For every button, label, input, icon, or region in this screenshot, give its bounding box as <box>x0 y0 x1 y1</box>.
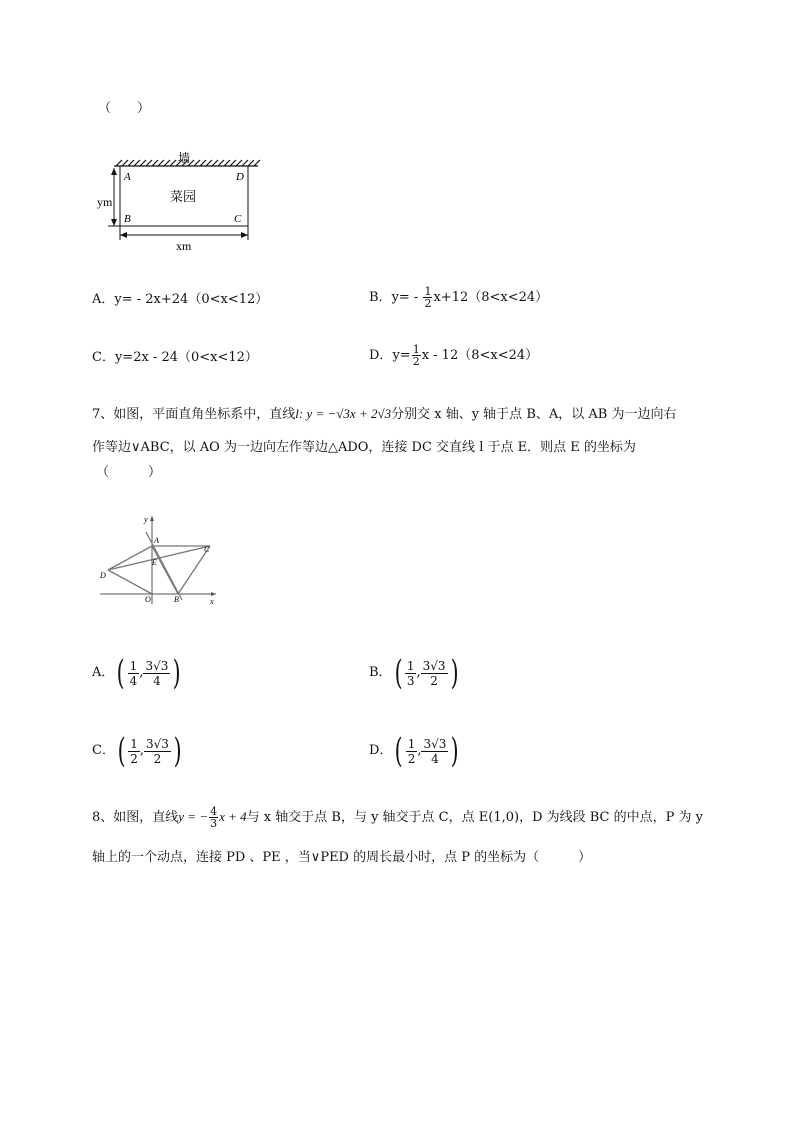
option-expression-pre: y= - <box>391 290 423 305</box>
option-letter: A． <box>92 665 115 680</box>
q7-answer-blank: （ ） <box>96 465 162 480</box>
q6-option-a[interactable] <box>92 291 268 309</box>
y-axis-label: y <box>144 515 148 524</box>
point-O-label: O <box>145 595 151 604</box>
option-expression: y=2x - 24（0<x<12） <box>114 350 258 365</box>
q6-answer-blank: （ ） <box>98 101 151 116</box>
segment-DO <box>108 570 152 594</box>
segment-AD <box>108 546 152 570</box>
q7-option-c[interactable]: C． ( 1 2 , 3√3 2 ) <box>92 731 182 771</box>
option-letter: C． <box>92 350 115 365</box>
segment-DC <box>108 546 210 570</box>
q6-option-b[interactable] <box>369 286 548 309</box>
q8-stem-line2: 轴上的一个动点，连接 PD 、PE ，当∨PED 的周长最小时，点 P 的坐标为（ ） <box>92 850 592 865</box>
point-B-label: B <box>174 595 179 604</box>
fraction: $\frac{1}{2}$ <box>412 343 420 368</box>
segment-AB <box>152 546 178 594</box>
x-dimension-label: xm <box>176 239 192 253</box>
point-E-label: E <box>152 558 157 567</box>
equation: l: y = −√3x + 2√3 <box>295 406 392 421</box>
point-C-label: C <box>234 213 242 225</box>
fraction: $\frac{1}{2}$ <box>424 285 432 310</box>
q7-option-d[interactable]: D． ( 1 2 , 3√3 4 ) <box>369 731 460 771</box>
option-letter: D． <box>369 348 393 363</box>
option-letter: B． <box>369 665 392 680</box>
wall-label: 墙 <box>178 151 191 165</box>
option-letter: C． <box>92 743 115 758</box>
q8-stem-line1: 8、如图，直线y = − $\frac{4}{3}$ x + 4与 x 轴交于点 B，与 y 轴交于点 C，点 E(1,0)，D 为线段 BC 的中点，P 为 y <box>92 805 703 830</box>
q6-option-c[interactable] <box>92 349 258 367</box>
garden-label: 菜园 <box>170 190 197 205</box>
q7-coordinate-figure <box>92 512 222 608</box>
y-dimension-label: ym <box>97 195 113 209</box>
option-expression-post: x - 12（8<x<24） <box>421 348 539 363</box>
point-A-label: A <box>154 536 159 545</box>
option-expression: y= - 2x+24（0<x<12） <box>114 292 269 307</box>
option-letter: A． <box>92 292 115 307</box>
q7-option-a[interactable]: A． ( 1 4 , 3√3 4 ) <box>92 653 181 693</box>
point-A-label: A <box>124 171 131 183</box>
option-expression-post: x+12（8<x<24） <box>433 290 549 305</box>
option-letter: B． <box>369 290 392 305</box>
x-axis-label: x <box>210 597 214 606</box>
q7-stem-line2: 作等边∨ABC，以 AO 为一边向左作等边△ADO，连接 DC 交直线 l 于点 E．则点 E 的坐标为 <box>92 440 636 455</box>
option-letter: D． <box>369 743 393 758</box>
q7-stem-line1: 7、如图，平面直角坐标系中，直线l: y = −√3x + 2√3分别交 x 轴、y 轴于点 B、A，以 AB 为一边向右 <box>92 406 677 422</box>
option-expression-pre: y= <box>392 348 411 363</box>
point-D-label: D <box>236 171 244 183</box>
point-B-label: B <box>124 213 131 225</box>
point-D-label: D <box>100 571 106 580</box>
equation-fraction: $\frac{4}{3}$ <box>210 805 218 830</box>
q6-option-d[interactable] <box>369 344 538 367</box>
equation-post: x + 4 <box>219 809 247 824</box>
equation-pre: y = − <box>178 809 209 824</box>
q6-garden-figure <box>97 148 270 254</box>
point-C-label: C <box>204 545 210 554</box>
q7-option-b[interactable]: B． ( 1 3 , 3√3 2 ) <box>369 653 459 693</box>
